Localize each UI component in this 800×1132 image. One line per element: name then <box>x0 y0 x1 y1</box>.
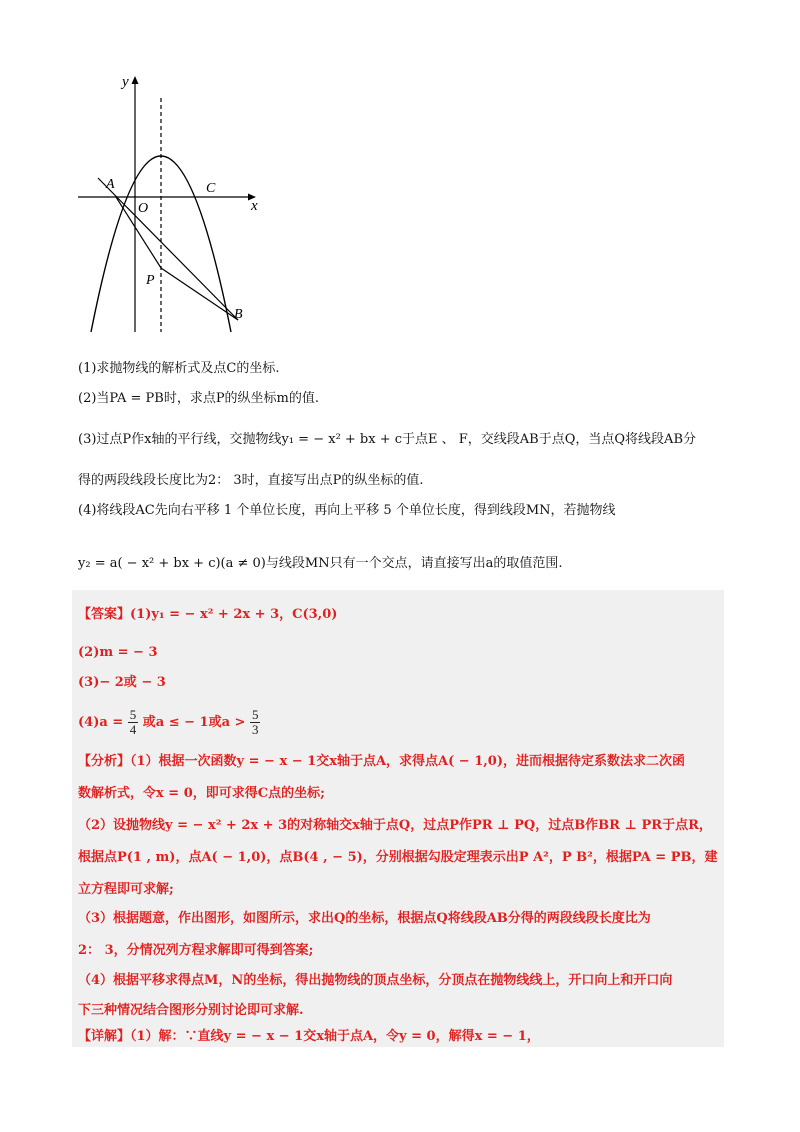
question-3-line-1: (3)过点P作x轴的平行线，交抛物线y₁ = − x² + bx + c于点E 、 F，交线段AB于点Q，当点Q将线段AB分 <box>78 432 696 447</box>
label-y: y <box>122 74 129 90</box>
analysis-line-9: 下三种情况结合图形分别讨论即可求解. <box>78 1003 304 1018</box>
line-through-a-b <box>98 178 238 320</box>
label-b: B <box>234 307 243 322</box>
answer-3: (3)− 2或 − 3 <box>78 675 166 690</box>
analysis-line-7: 2： 3，分情况列方程求解即可得到答案; <box>78 943 314 958</box>
analysis-line-6: （3）根据题意，作出图形，如图所示，求出Q的坐标，根据点Q将线段AB分得的两段线段长度比为 <box>78 911 651 926</box>
answer-4-prefix: (4)a = <box>78 715 128 730</box>
detail-line-1: 【详解】（1）解：∵直线y = − x − 1交x轴于点A，令y = 0，解得x = − 1， <box>78 1029 540 1044</box>
question-1: (1)求抛物线的解析式及点C的坐标. <box>78 361 280 376</box>
fraction-2-denominator: 3 <box>251 722 259 737</box>
fraction-2-numerator: 5 <box>251 707 259 722</box>
answer-4 <box>78 708 260 737</box>
analysis-line-2: 数解析式，令x = 0，即可求得C点的坐标; <box>78 786 325 801</box>
segment-pb <box>161 268 238 320</box>
parabola-figure <box>70 70 280 340</box>
label-x: x <box>251 198 258 214</box>
answer-section <box>72 590 724 1047</box>
analysis-line-5: 立方程即可求解; <box>78 882 174 897</box>
answer-1: 【答案】(1)y₁ = − x² + 2x + 3，C(3,0) <box>78 607 338 622</box>
label-a: A <box>106 177 115 192</box>
analysis-line-1: 【分析】（1）根据一次函数y = − x − 1交x轴于点A，求得点A( − 1,0)，进而根据待定系数法求二次函 <box>78 754 685 769</box>
analysis-line-3: （2）设抛物线y = − x² + 2x + 3的对称轴交x轴于点Q，过点P作PR ⊥ PQ，过点B作BR ⊥ PR于点R， <box>78 818 712 833</box>
question-2: (2)当PA = PB时，求点P的纵坐标m的值. <box>78 391 320 406</box>
fraction-five-quarters <box>128 708 139 737</box>
label-c: C <box>206 181 216 196</box>
fraction-five-thirds <box>250 708 261 737</box>
analysis-line-8: （4）根据平移求得点M，N的坐标，得出抛物线的顶点坐标，分顶点在抛物线线上，开口向上和开口向 <box>78 973 673 988</box>
label-o: O <box>138 201 149 216</box>
y-axis-arrow <box>132 76 139 84</box>
fraction-1-denominator: 4 <box>129 722 137 737</box>
label-p: P <box>146 273 155 288</box>
answer-4-middle: 或a ≤ − 1或a > <box>142 715 246 730</box>
fraction-1-numerator: 5 <box>129 707 137 722</box>
question-3-line-2: 得的两段线段长度比为2： 3时，直接写出点P的纵坐标的值. <box>78 473 424 488</box>
analysis-line-4: 根据点P(1 , m)，点A( − 1,0)，点B(4 , − 5)，分别根据勾股定理表示出P A²，P B²，根据PA = PB，建 <box>78 850 718 865</box>
question-4-line-2: y₂ = a( − x² + bx + c)(a ≠ 0)与线段MN只有一个交点，请直接写出a的取值范围. <box>78 556 563 571</box>
answer-2: (2)m = − 3 <box>78 645 158 660</box>
question-4-line-1: (4)将线段AC先向右平移 1 个单位长度，再向上平移 5 个单位长度，得到线段MN，若抛物线 <box>78 503 616 518</box>
